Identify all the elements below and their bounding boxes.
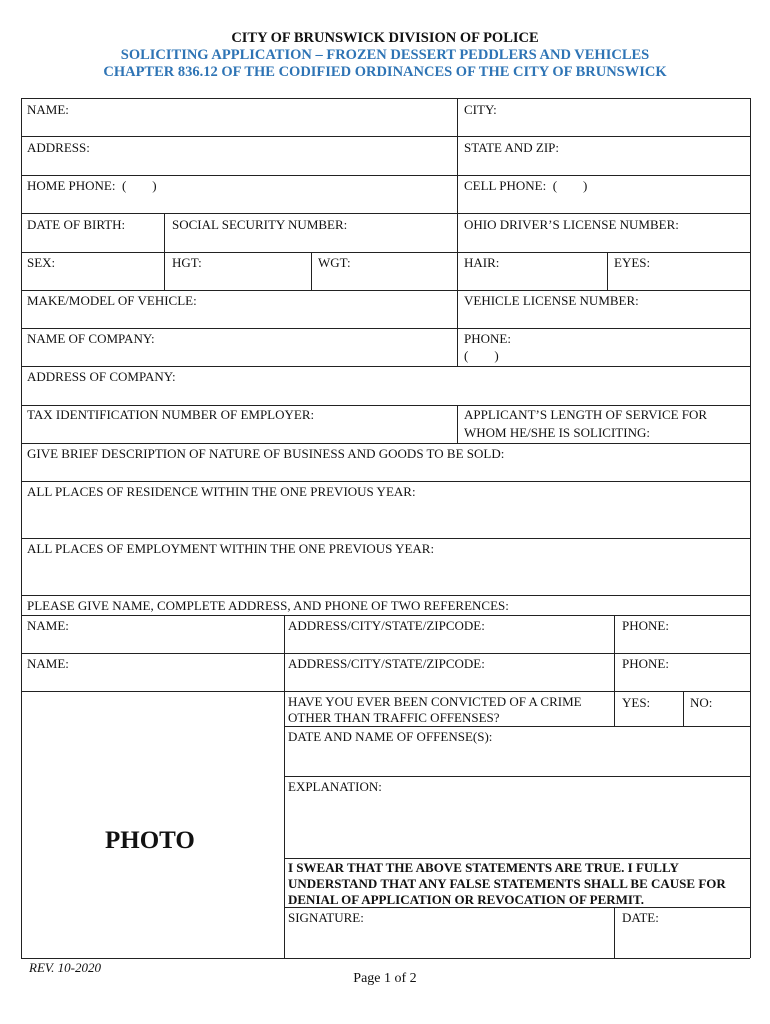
ref2-phone-label: PHONE: [622,656,669,671]
row-line [284,858,750,859]
length-service-label: APPLICANT’S LENGTH OF SERVICE FOR WHOM HE/SHE IS SOLICITING: [464,407,708,440]
row-line [21,136,750,137]
row-line [284,776,750,777]
col-line [457,290,458,366]
tax-id-label: TAX IDENTIFICATION NUMBER OF EMPLOYER: [27,407,315,422]
company-address-label: ADDRESS OF COMPANY: [27,369,176,384]
residences-label: ALL PLACES OF RESIDENCE WITHIN THE ONE PREVIOUS YEAR: [27,484,416,499]
row-line [21,615,750,616]
row-line [21,290,750,291]
col-line [607,252,608,290]
border-right [750,98,751,958]
col-line [614,907,615,958]
row-line [21,595,750,596]
references-intro: PLEASE GIVE NAME, COMPLETE ADDRESS, AND PHONE OF TWO REFERENCES: [27,598,509,613]
make-model-label: MAKE/MODEL OF VEHICLE: [27,293,197,308]
business-description-label: GIVE BRIEF DESCRIPTION OF NATURE OF BUSINESS AND GOODS TO BE SOLD: [27,446,505,461]
ref2-name-label: NAME: [27,656,69,671]
row-line [21,691,750,692]
ref1-phone-label: PHONE: [622,618,669,633]
convicted-question: HAVE YOU EVER BEEN CONVICTED OF A CRIME OTHER THAN TRAFFIC OFFENSES? [288,694,582,725]
col-line [614,615,615,726]
col-line [311,252,312,290]
ssn-label: SOCIAL SECURITY NUMBER: [172,217,348,232]
header-chapter: CHAPTER 836.12 OF THE CODIFIED ORDINANCES OF THE CITY OF BRUNSWICK [103,64,667,80]
col-line [457,98,458,290]
row-line [284,726,750,727]
row-line [21,213,750,214]
row-line [21,443,750,444]
row-line [21,653,750,654]
row-line [21,175,750,176]
row-line [21,252,750,253]
vehicle-license-label: VEHICLE LICENSE NUMBER: [464,293,639,308]
border-top [21,98,750,99]
ref1-name-label: NAME: [27,618,69,633]
date-label: DATE: [622,910,659,925]
revision-label: REV. 10-2020 [29,960,101,975]
col-line [164,213,165,290]
row-line [21,538,750,539]
col-line [457,405,458,443]
cell-phone-label: CELL PHONE: ( ) [464,178,588,193]
col-line [683,691,684,726]
yes-label: YES: [622,695,651,710]
row-line [21,481,750,482]
company-name-label: NAME OF COMPANY: [27,331,155,346]
hair-label: HAIR: [464,255,500,270]
signature-label: SIGNATURE: [288,910,364,925]
address-label: ADDRESS: [27,140,90,155]
company-phone-paren: ( ) [464,348,499,363]
header-subtitle: SOLICITING APPLICATION – FROZEN DESSERT PEDDLERS AND VEHICLES [120,47,650,63]
application-form [21,98,750,958]
employment-label: ALL PLACES OF EMPLOYMENT WITHIN THE ONE PREVIOUS YEAR: [27,541,435,556]
eyes-label: EYES: [614,255,651,270]
border-left [21,98,22,958]
page-number: Page 1 of 2 [353,971,417,986]
home-phone-label: HOME PHONE: ( ) [27,178,157,193]
explanation-label: EXPLANATION: [288,779,382,794]
border-bottom [21,958,750,959]
photo-label: PHOTO [105,827,195,854]
dob-label: DATE OF BIRTH: [27,217,126,232]
company-phone-label: PHONE: [464,331,511,346]
row-line [21,328,750,329]
offense-label: DATE AND NAME OF OFFENSE(S): [288,729,493,744]
no-label: NO: [690,695,713,710]
weight-label: WGT: [318,255,351,270]
row-line [21,366,750,367]
sex-label: SEX: [27,255,56,270]
state-zip-label: STATE AND ZIP: [464,140,560,155]
header-title: CITY OF BRUNSWICK DIVISION OF POLICE [231,30,539,46]
oath-statement: I SWEAR THAT THE ABOVE STATEMENTS ARE TRUE. I FULLY UNDERSTAND THAT ANY FALSE STATEMENTS SHALL BE CAUSE FOR DENIAL OF APPLICATION OR REVOCATION OF PERMIT. [288,860,726,907]
city-label: CITY: [464,102,497,117]
ohio-dl-label: OHIO DRIVER’S LICENSE NUMBER: [464,217,679,232]
ref1-address-label: ADDRESS/CITY/STATE/ZIPCODE: [288,618,485,633]
height-label: HGT: [172,255,202,270]
col-line [284,615,285,958]
name-label: NAME: [27,102,69,117]
ref2-address-label: ADDRESS/CITY/STATE/ZIPCODE: [288,656,485,671]
